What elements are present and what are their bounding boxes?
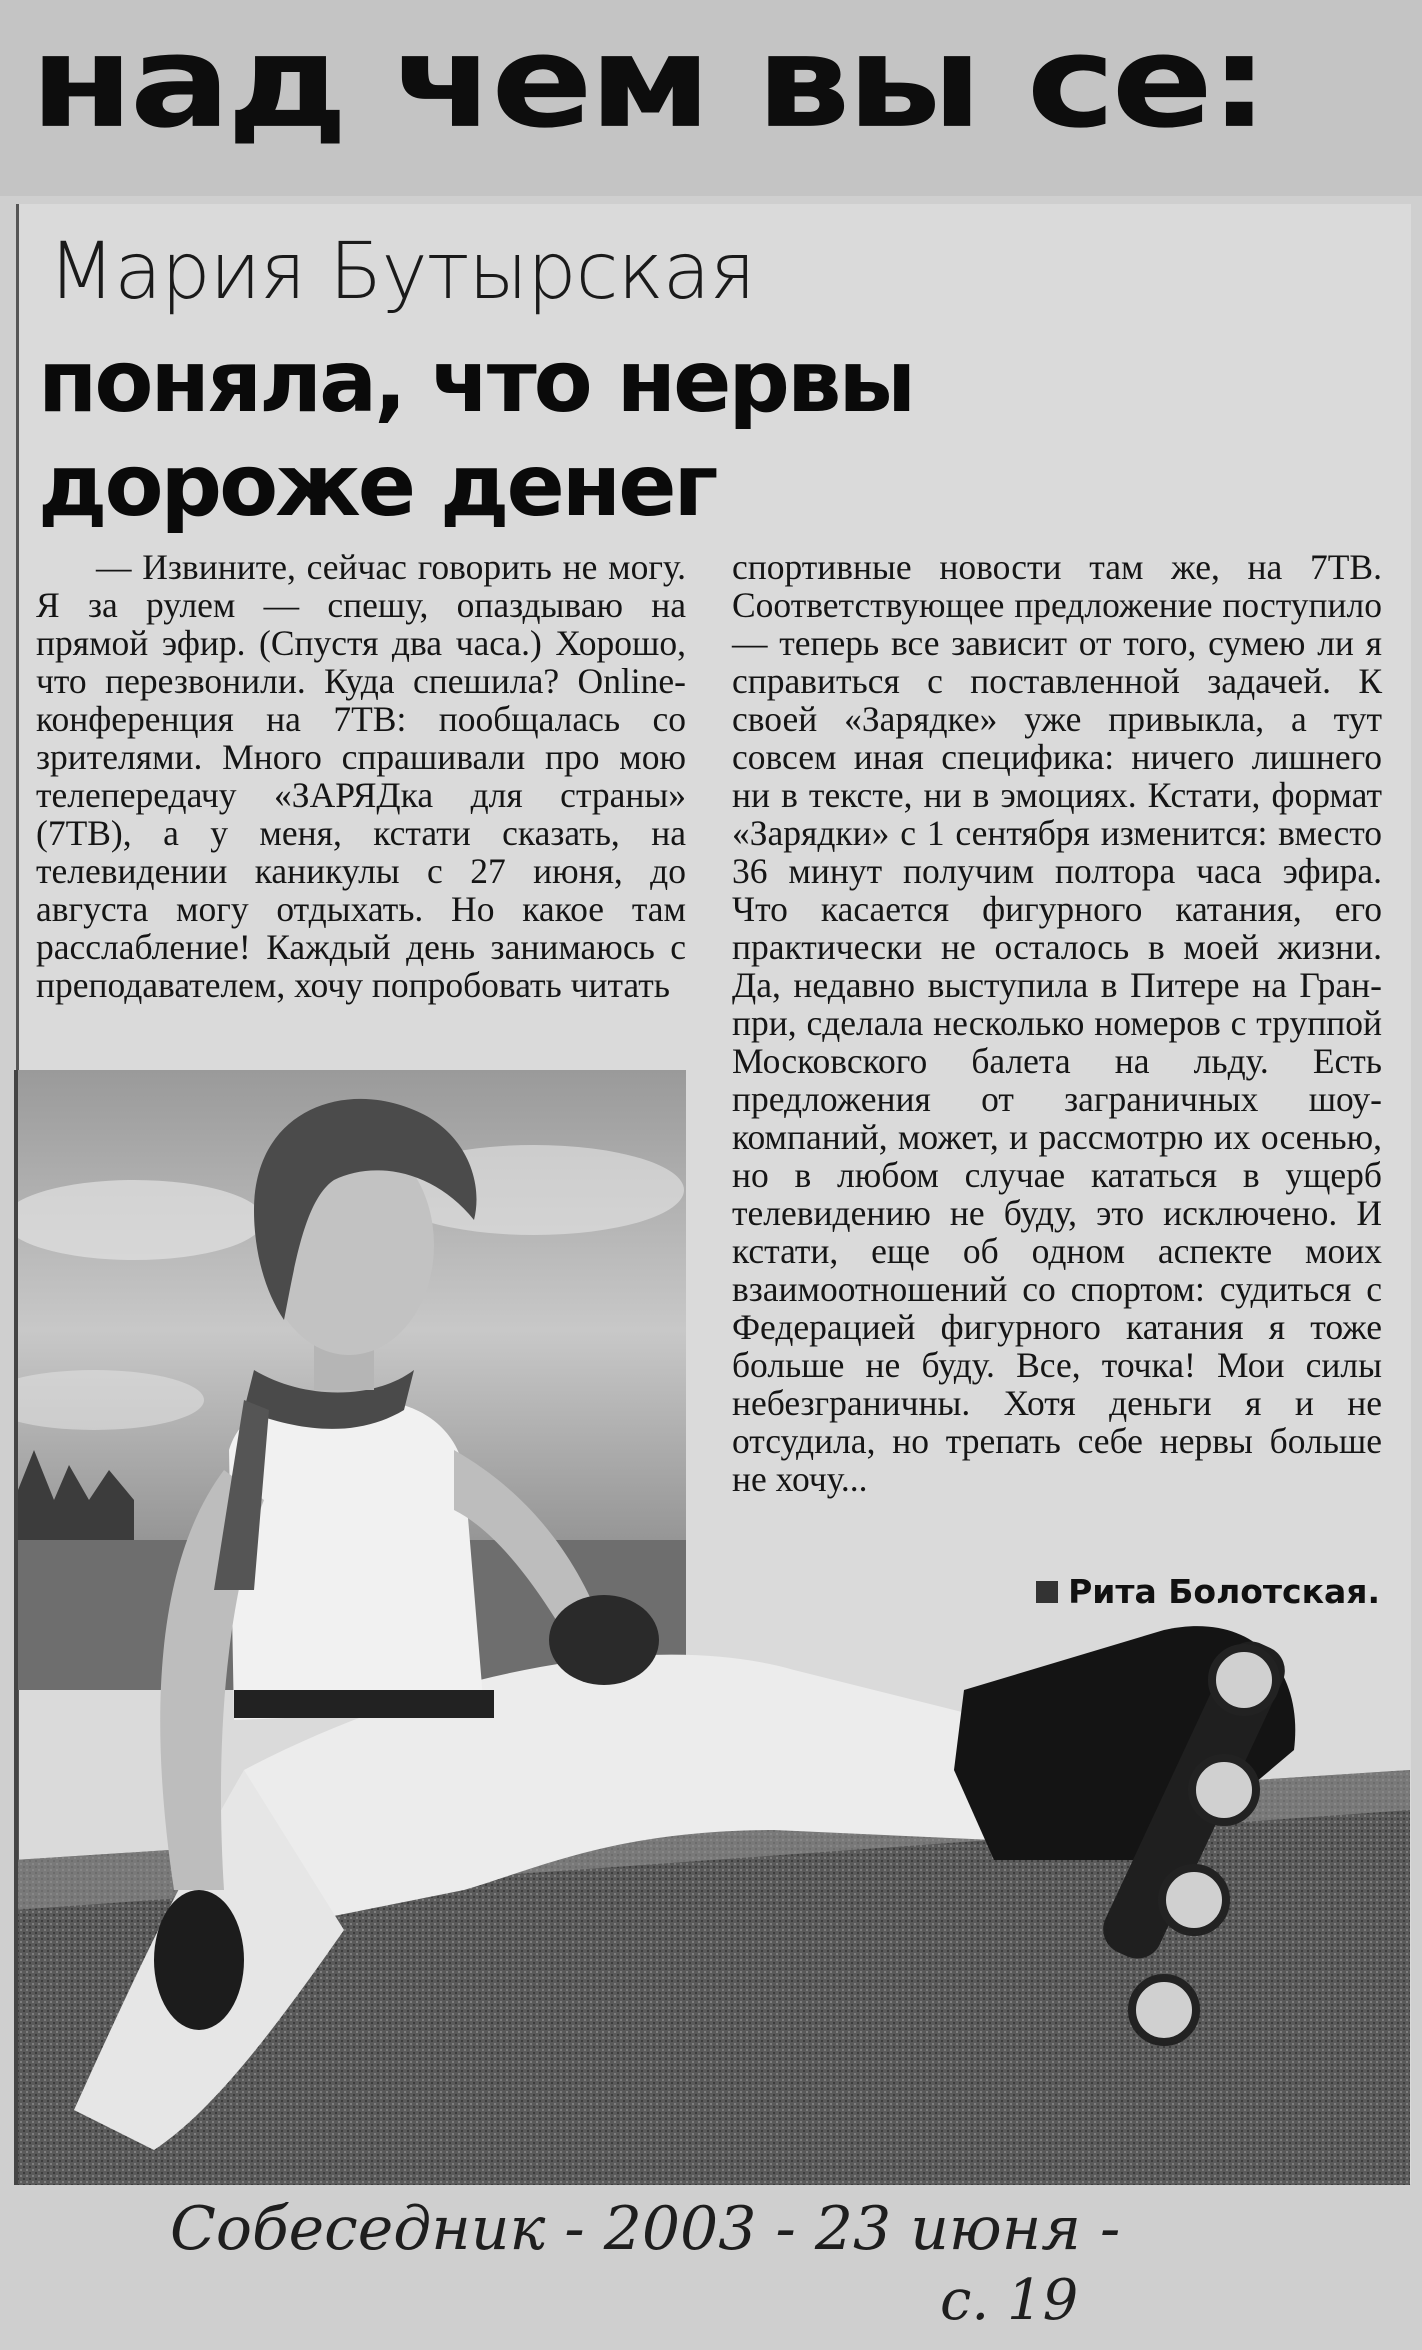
section-header — [0, 0, 1422, 196]
article-column-1: — Извините, сейчас говорить не могу. Я за рулем — спешу, опаздываю на прямой эфир. (Спустя два часа.) Хорошо, что перезвонили. Куда спешила? Online-конференция на 7ТВ: пообщалась со зрителями. Много спрашивали про мою телепередачу «ЗАРЯДка для страны» (7ТВ), а у меня, кстати сказать, на телевидении каникулы с 27 июня, до августа могу отдыхать. Но какое там расслабление! Каждый день занимаюсь с преподавателем, хочу попробовать читать — [36, 547, 686, 1005]
signature-text: Рита Болотская. — [1068, 1572, 1380, 1611]
handwritten-page-note: с. 19 — [940, 2268, 1079, 2333]
article-photo — [14, 1070, 1410, 2185]
article-author: Мария Бутырская — [48, 227, 755, 317]
article-headline: поняла, что нервы дороже денег — [38, 332, 914, 536]
article-column-2: спортивные новости там же, на 7ТВ. Соответствующее предложение поступило — теперь все зависит от того, сумею ли я справиться с поставленной задачей. К своей «Зарядке» уже привыкла, а тут совсем иная специфика: ничего лишнего ни в тексте, ни в эмоциях. Кстати, формат «Зарядки» с 1 сентября изменится: вместо 36 минут получим полтора часа эфира. Что касается фигурного катания, его практически не осталось в моей жизни. Да, недавно выступила в Питере на Гран-при, сделала несколько номеров с труппой Московского балета на льду. Есть предложения от заграничных шоу-компаний, может, и рассмотрю их осенью, но в любом случае кататься в ущерб телевидению не буду, это исключено. И кстати, еще об одном аспекте моих взаимоотношений со спортом: судиться с Федерацией фигурного катания я тоже больше не буду. Все, точка! Мои силы небезграничны. Хотя деньги я и не отсудила, но трепать себе нервы больше не хочу... — [732, 547, 1382, 1499]
handwritten-source-note: Собеседник - 2003 - 23 июня - — [170, 2194, 1121, 2264]
section-title: над чем вы се: — [30, 8, 1266, 157]
